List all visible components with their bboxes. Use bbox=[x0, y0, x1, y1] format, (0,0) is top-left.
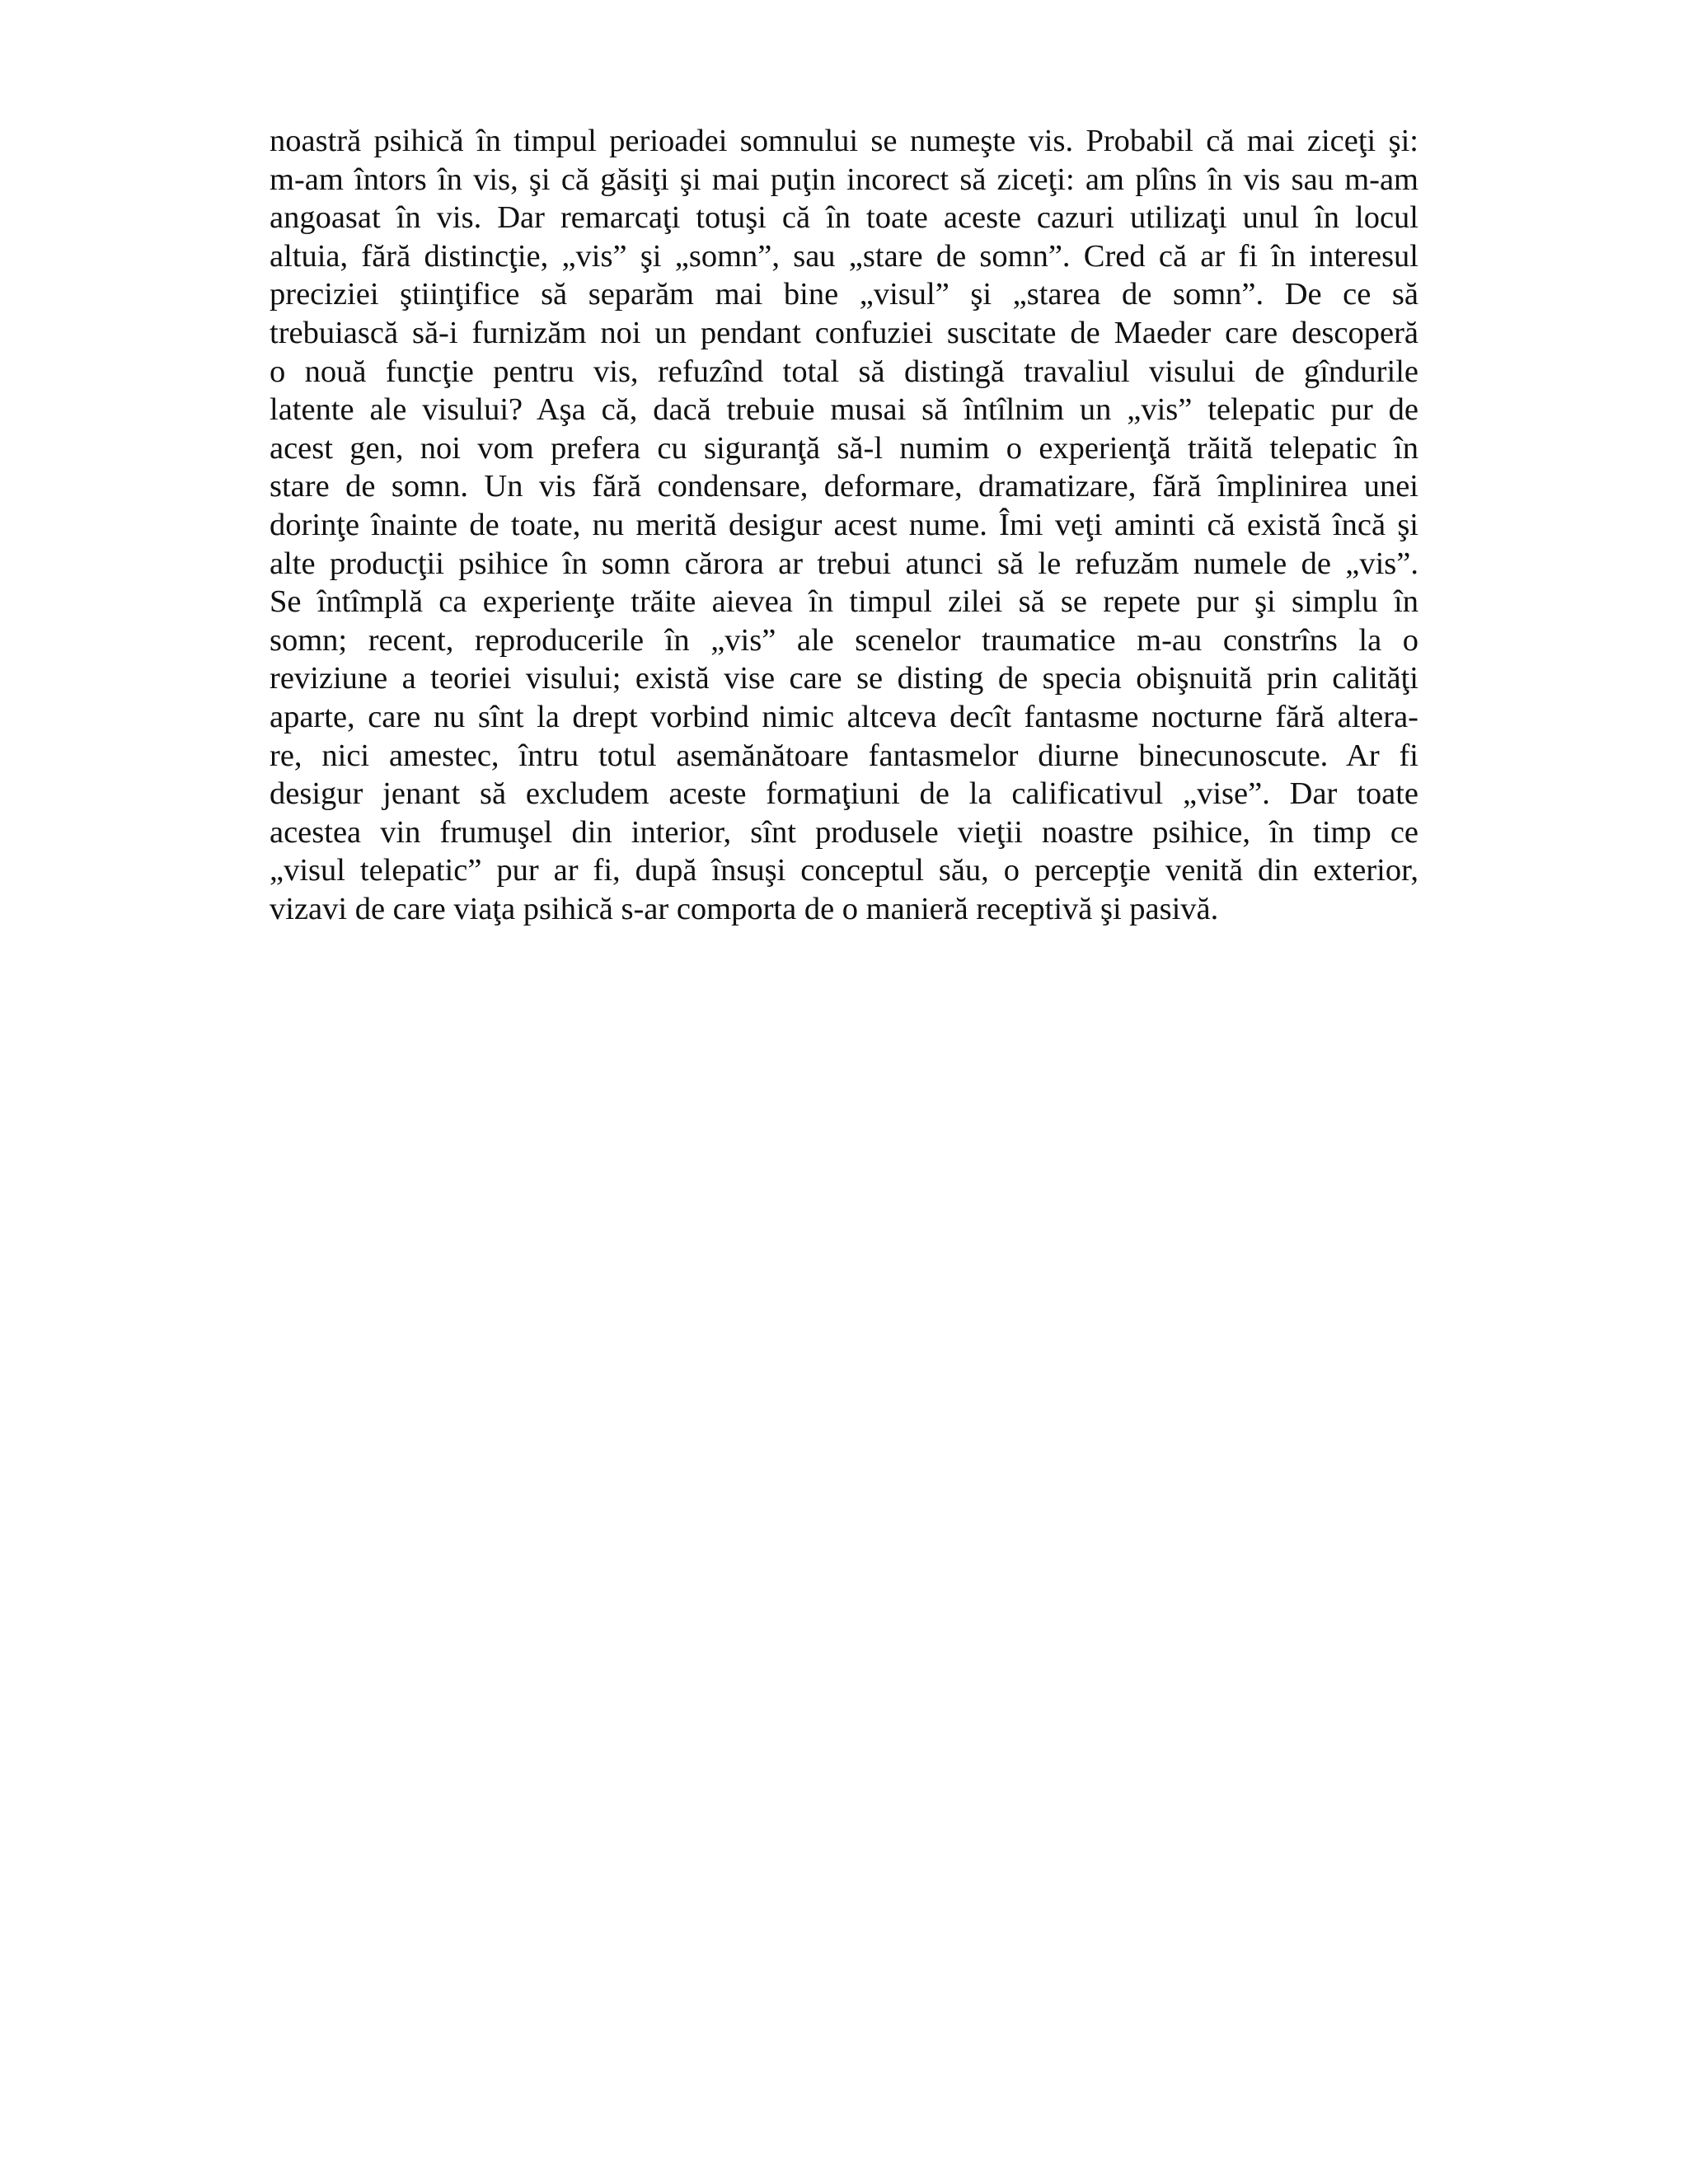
text-line: alte producţii psihice în somn cărora ar trebui atunci să le refuzăm numele de „vis”. bbox=[270, 546, 1418, 581]
text-line: acest gen, noi vom prefera cu siguranţă să-l numim o experienţă trăită telepatic în bbox=[270, 430, 1418, 466]
text-line: acestea vin frumuşel din interior, sînt produsele vieţii noastre psihice, în timp ce bbox=[270, 814, 1418, 850]
text-line: m-am întors în vis, şi că găsiţi şi mai puţin incorect să ziceţi: am plîns în vis sau m-am bbox=[270, 162, 1418, 197]
text-line: stare de somn. Un vis fără condensare, deformare, dramatizare, fără împlinirea unei bbox=[270, 469, 1418, 504]
text-line: reviziune a teoriei visului; există vise care se disting de specia obişnuită prin calităţi bbox=[270, 661, 1418, 696]
body-paragraph bbox=[270, 122, 1418, 928]
text-line: dorinţe înainte de toate, nu merită desigur acest nume. Îmi veţi aminti că există încă şi bbox=[270, 507, 1418, 542]
text-line: latente ale visului? Aşa că, dacă trebuie musai să întîlnim un „vis” telepatic pur de bbox=[270, 392, 1418, 428]
text-line: o nouă funcţie pentru vis, refuzînd total să distingă travaliul visului de gîndurile bbox=[270, 354, 1418, 389]
text-line: Se întîmplă ca experienţe trăite aievea în timpul zilei să se repete pur şi simplu în bbox=[270, 584, 1418, 620]
text-line: angoasat în vis. Dar remarcaţi totuşi că în toate aceste cazuri utilizaţi unul în locul bbox=[270, 200, 1418, 236]
text-line: somn; recent, reproducerile în „vis” ale scenelor traumatice m-au constrîns la o bbox=[270, 622, 1418, 658]
text-line: altuia, fără distincţie, „vis” şi „somn”, sau „stare de somn”. Cred că ar fi în interesul bbox=[270, 238, 1418, 274]
text-line: desigur jenant să excludem aceste formaţiuni de la calificativul „vise”. Dar toate bbox=[270, 776, 1418, 812]
text-line: re, nici amestec, întru totul asemănătoare fantasmelor diurne binecunoscute. Ar fi bbox=[270, 738, 1418, 773]
text-line: noastră psihică în timpul perioadei somnului se numeşte vis. Probabil că mai ziceţi şi: bbox=[270, 124, 1418, 158]
text-line: „visul telepatic” pur ar fi, după însuşi conceptul său, o percepţie venită din exterior, bbox=[270, 853, 1418, 888]
text-line: aparte, care nu sînt la drept vorbind nimic altceva decît fantasme nocturne fără altera- bbox=[270, 699, 1418, 734]
text-line: trebuiască să-i furnizăm noi un pendant confuziei suscitate de Maeder care descoperă bbox=[270, 315, 1418, 350]
text-line-last: vizavi de care viaţa psihică s-ar comporta de o manieră receptivă şi pasivă. bbox=[270, 891, 1219, 926]
text-line: preciziei ştiinţifice să separăm mai bine „visul” şi „starea de somn”. De ce să bbox=[270, 277, 1418, 312]
